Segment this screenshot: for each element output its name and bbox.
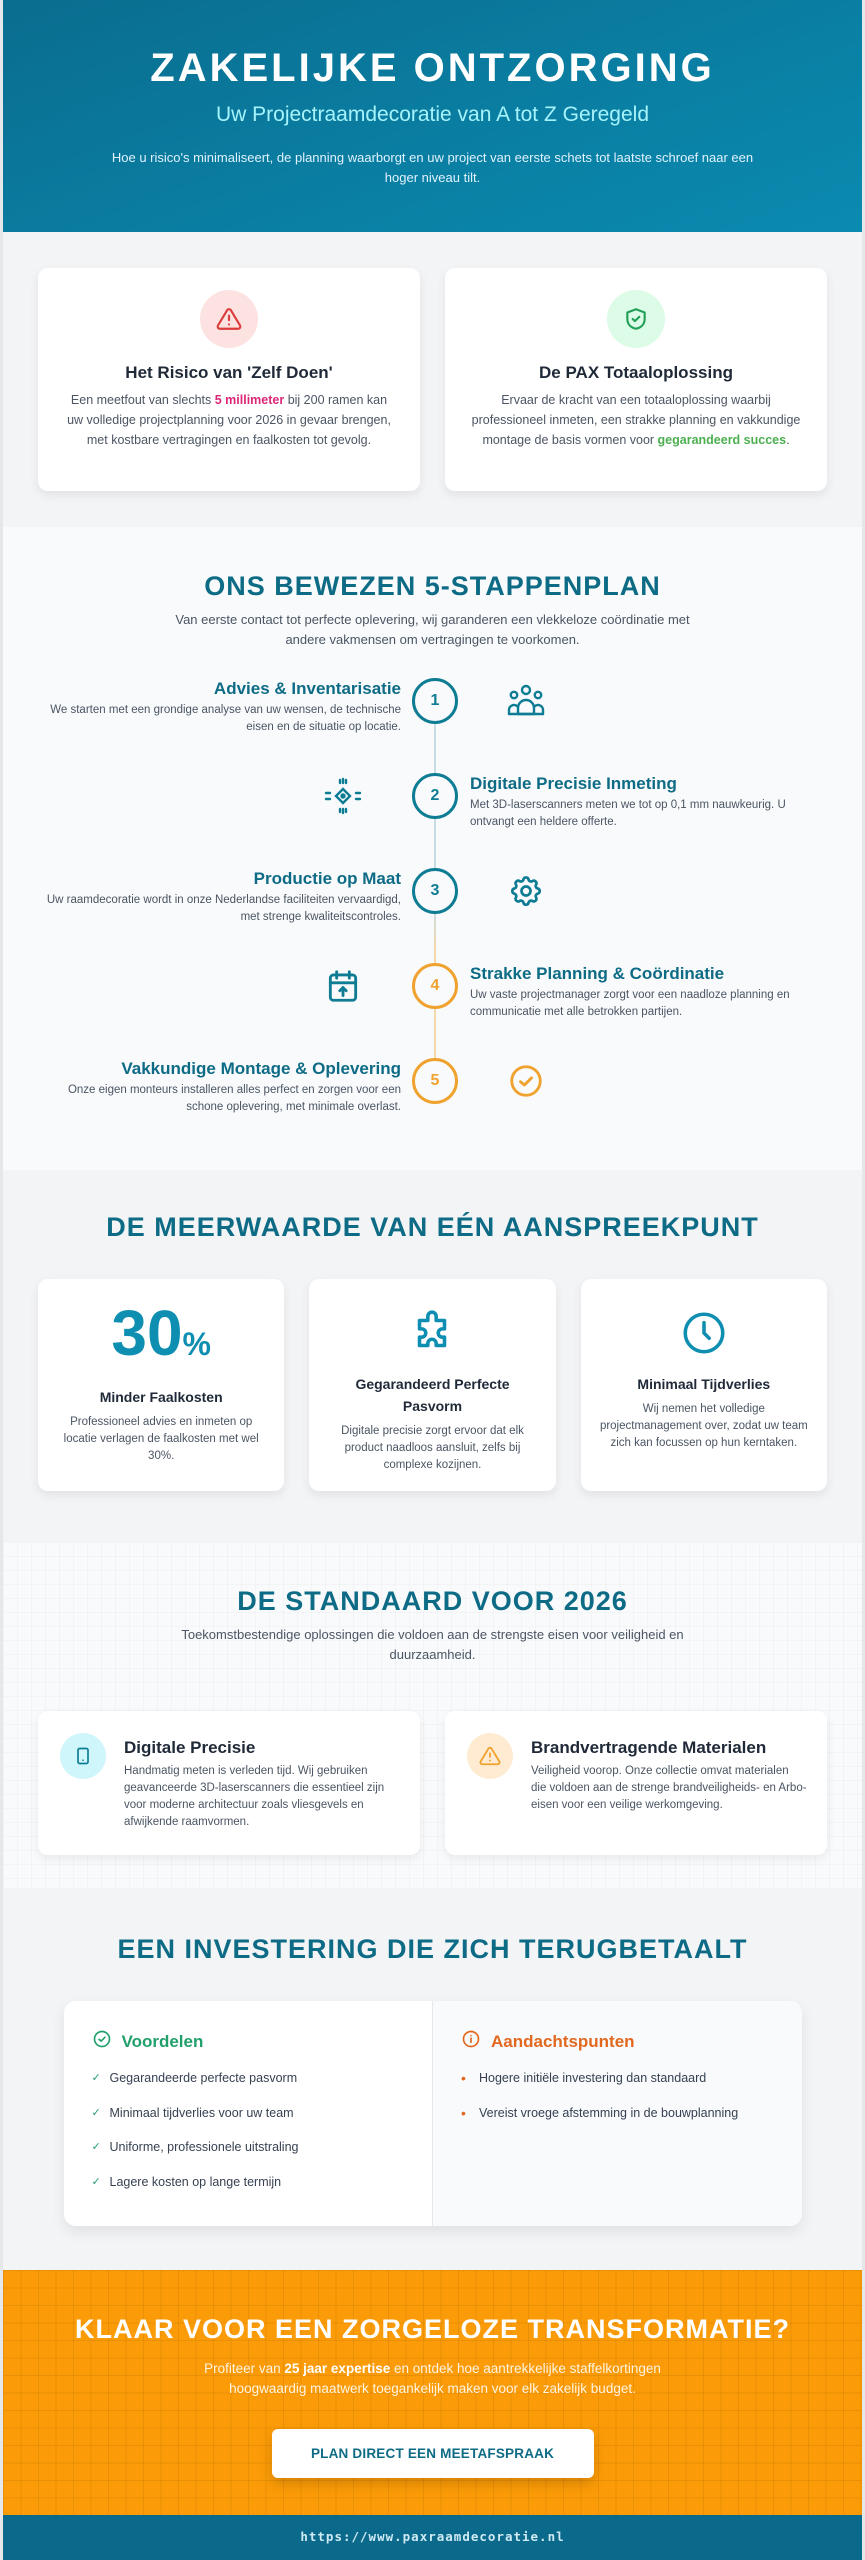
bullet-icon: •	[461, 2070, 466, 2086]
value-card-text: Wij nemen het volledige projectmanagement over, zodat uw team zich kan focussen op hun kerntaken.	[599, 1403, 808, 1449]
step-description: We starten met een grondige analyse van uw wensen, de technische eisen en de situatie op locatie.	[50, 704, 401, 733]
step-5	[3, 1058, 865, 1128]
problem-solution-section	[3, 232, 862, 527]
warning-triangle-icon	[200, 290, 258, 348]
check-icon: ✓	[91, 2141, 101, 2153]
list-item: ✓ Uniforme, professionele uitstraling	[92, 2137, 403, 2157]
step-title: Advies & Inventarisatie	[213, 679, 401, 698]
risk-highlight: 5 millimeter	[214, 393, 285, 407]
value-card-title: Minder Faalkosten	[99, 1389, 223, 1405]
stat-value: 30%	[111, 1297, 211, 1369]
list-item: ✓ Minimaal tijdverlies voor uw team	[92, 2103, 403, 2123]
calendar-icon	[323, 966, 363, 1006]
standard-card-brandvertragend	[445, 1711, 827, 1855]
step-1	[3, 678, 865, 748]
solution-text: Ervaar de kracht van een totaaloplossing waarbij professioneel inmeten, een strakke planning en vakkundige montage de basis vormen voor gegarandeerd succes.	[471, 393, 801, 447]
step-number: 5	[412, 1058, 458, 1104]
plan-meetafspraak-button[interactable]: PLAN DIRECT EEN MEETAFSPRAAK	[272, 2429, 594, 2478]
solution-title: De PAX Totaaloplossing	[539, 363, 733, 382]
step-title: Productie op Maat	[253, 869, 401, 888]
step-text	[41, 678, 401, 736]
shield-check-icon	[607, 290, 665, 348]
cons-column	[432, 2001, 802, 2226]
steps-section	[3, 527, 862, 1170]
pros-cons-table	[64, 2001, 802, 2226]
clock-icon	[599, 1303, 809, 1363]
value-card-text: Professioneel advies en inmeten op locatie verlagen de faalkosten met wel 30%.	[63, 1416, 259, 1462]
value-card-text: Digitale precisie zorgt ervoor dat elk product naadloos aansluit, zelfs bij complexe kozijnen.	[341, 1425, 524, 1471]
cta-title: KLAAR VOOR EEN ZORGELOZE TRANSFORMATIE?	[75, 2314, 790, 2344]
step-number: 3	[412, 868, 458, 914]
step-title: Digitale Precisie Inmeting	[470, 774, 677, 793]
cta-highlight: 25 jaar expertise	[284, 2361, 391, 2376]
step-4	[3, 963, 865, 1033]
steps-lead: Van eerste contact tot perfecte oplevering, wij garanderen een vlekkeloze coördinatie met andere vakmensen om vertragingen te voorkomen.	[175, 612, 690, 647]
hero-subtitle: Uw Projectraamdecoratie van A tot Z Geregeld	[215, 103, 650, 126]
website-link[interactable]: https://www.paxraamdecoratie.nl	[300, 2529, 565, 2544]
pros-list	[92, 2068, 403, 2192]
value-section	[3, 1170, 862, 1542]
step-number: 1	[412, 678, 458, 724]
value-card-faalkosten	[38, 1279, 284, 1491]
step-text	[41, 868, 401, 926]
step-description: Met 3D-laserscanners meten we tot op 0,1 mm nauwkeurig. U ontvangt een heldere offerte.	[470, 799, 786, 828]
pros-header: Voordelen	[92, 2029, 403, 2054]
value-card-title: Gegarandeerd Perfecte Pasvorm	[355, 1376, 510, 1414]
standard-card-precisie	[38, 1711, 420, 1855]
standard-title: DE STANDAARD VOOR 2026	[237, 1586, 628, 1616]
scan-target-icon	[323, 776, 363, 816]
pros-column	[64, 2001, 433, 2226]
list-item: • Hogere initiële investering dan standaard	[461, 2070, 707, 2086]
list-item: • Vereist vroege afstemming in de bouwplanning	[461, 2104, 739, 2121]
standard-card-text: Handmatig meten is verleden tijd. Wij gebruiken geavanceerde 3D-laserscanners die essentieel zijn voor moderne architectuur zoals vliesgevels en afwijkende raamvormen.	[124, 1765, 385, 1828]
risk-card	[38, 268, 420, 491]
value-card-tijdverlies	[581, 1279, 827, 1491]
step-text	[470, 963, 800, 1021]
step-description: Onze eigen monteurs installeren alles perfect en zorgen voor een schone oplevering, met minimale overlast.	[67, 1084, 401, 1113]
step-title: Strakke Planning & Coördinatie	[470, 964, 725, 983]
check-icon: ✓	[91, 2072, 101, 2084]
step-2	[3, 773, 865, 843]
check-icon: ✓	[91, 2106, 101, 2119]
check-circle-icon	[506, 1061, 546, 1101]
step-number: 2	[412, 773, 458, 819]
tablet-icon	[60, 1733, 106, 1779]
standard-card-title: Brandvertragende Materialen	[531, 1738, 767, 1757]
info-circle-icon	[461, 2029, 481, 2054]
value-cards	[3, 1243, 862, 1491]
standard-card-body	[124, 1733, 400, 1855]
timeline	[3, 678, 862, 1158]
hero-header	[3, 0, 862, 232]
risk-text: Een meetfout van slechts 5 millimeter bij 200 ramen kan uw volledige projectplanning voor 2026 in gevaar brengen, met kostbare vertragingen en faalkosten tot gevolg.	[67, 393, 391, 447]
gear-icon	[506, 871, 546, 911]
standard-card-text: Veiligheid voorop. Onze collectie omvat materialen die voldoen aan de strenge brandveiligheids- en Arbo-eisen voor een veilige werkomgeving.	[531, 1765, 807, 1811]
steps-title: ONS BEWEZEN 5-STAPPENPLAN	[204, 571, 661, 601]
cta-text: Profiteer van 25 jaar expertise en ontdek hoe aantrekkelijke staffelkortingen hoogwaardig maatwerk toegankelijk maken voor elk zakelijk budget.	[204, 2361, 661, 2396]
standard-card-title: Digitale Precisie	[124, 1738, 256, 1757]
step-3	[3, 868, 865, 938]
standard-section	[3, 1542, 862, 1888]
step-description: Uw raamdecoratie wordt in onze Nederlandse faciliteiten vervaardigd, met strenge kwaliteitscontroles.	[46, 894, 401, 923]
value-card-pasvorm	[309, 1279, 555, 1491]
footer	[3, 2515, 862, 2560]
warning-triangle-icon	[467, 1733, 513, 1779]
cons-list	[461, 2068, 772, 2123]
step-title: Vakkundige Montage & Oplevering	[121, 1059, 401, 1078]
step-text	[470, 773, 800, 831]
hero-lead: Hoe u risico's minimaliseert, de planning waarborgt en uw project van eerste schets tot laatste schroef naar een hoger niveau tilt.	[111, 150, 754, 185]
list-item: ✓ Gegarandeerde perfecte pasvorm	[92, 2068, 403, 2088]
invest-section	[3, 1888, 862, 2270]
step-number: 4	[412, 963, 458, 1009]
standard-card-body	[531, 1733, 807, 1855]
cta-section	[3, 2270, 862, 2515]
bullet-icon: •	[461, 2104, 466, 2121]
check-circle-icon	[92, 2029, 112, 2054]
solution-highlight: gegarandeerd succes	[657, 433, 787, 447]
value-card-title: Minimaal Tijdverlies	[637, 1376, 771, 1392]
invest-title: EEN INVESTERING DIE ZICH TERUGBETAALT	[117, 1934, 748, 1964]
check-icon: ✓	[91, 2175, 101, 2188]
standard-lead: Toekomstbestendige oplossingen die voldoen aan de strengste eisen voor veiligheid en duurzaamheid.	[181, 1627, 684, 1662]
step-text	[41, 1058, 401, 1116]
standard-cards	[3, 1665, 862, 1855]
value-title: DE MEERWAARDE VAN EÉN AANSPREEKPUNT	[106, 1212, 759, 1242]
hero-title: ZAKELIJKE ONTZORGING	[150, 46, 715, 90]
cons-header: Aandachtspunten	[461, 2029, 772, 2054]
solution-card	[445, 268, 827, 491]
step-description: Uw vaste projectmanager zorgt voor een naadloze planning en communicatie met alle betrokken partijen.	[470, 989, 790, 1018]
list-item: ✓ Lagere kosten op lange termijn	[92, 2172, 403, 2192]
users-icon	[506, 681, 546, 721]
risk-title: Het Risico van 'Zelf Doen'	[125, 363, 333, 382]
puzzle-icon	[327, 1303, 537, 1363]
